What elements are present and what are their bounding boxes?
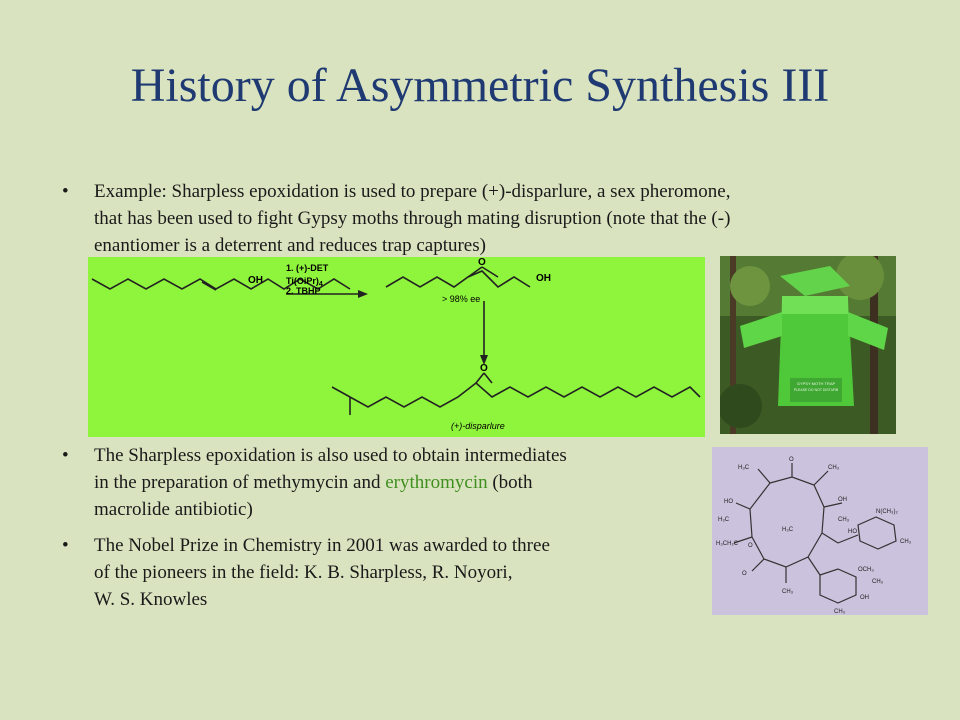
mol-label: CH₃	[828, 465, 840, 471]
bullet-line: of the pioneers in the field: K. B. Sharpless, R. Noyori,	[94, 562, 513, 583]
mol-label: H₃C	[738, 465, 750, 471]
bullet-methymycin	[62, 442, 704, 523]
bullet-line: The Nobel Prize in Chemistry in 2001 was awarded to three	[94, 535, 550, 556]
disparlure-chain	[350, 383, 700, 407]
erythromycin-link[interactable]: erythromycin	[385, 472, 488, 493]
reaction-scheme-drawing	[88, 257, 705, 437]
mol-label: CH₃	[834, 609, 846, 615]
bullet-line: macrolide antibiotic)	[94, 499, 253, 520]
mol-label: OH	[860, 595, 869, 601]
oh-label: OH	[248, 275, 263, 286]
bullet-text: (both	[487, 472, 533, 493]
mol-label: CH₃	[900, 539, 912, 545]
mol-label: H₃CH₂C	[716, 541, 739, 547]
trap-photo-drawing	[720, 256, 896, 434]
ee-label: > 98% ee	[442, 294, 481, 304]
mol-label: OCH₃	[858, 567, 874, 573]
bullet-text: in the preparation of methymycin and	[94, 472, 386, 493]
mol-label: N(CH₃)₂	[876, 509, 898, 515]
slide-title: History of Asymmetric Synthesis III	[130, 59, 830, 112]
bullet-marker: •	[62, 181, 69, 202]
mol-label: O	[789, 457, 794, 463]
desosamine-ring	[858, 517, 896, 549]
product-oh-label: OH	[536, 273, 551, 284]
bullet-sharpless-example	[62, 178, 914, 259]
bullet-marker: •	[62, 445, 69, 466]
macrolide-ring	[750, 477, 824, 567]
mol-label: HO	[724, 499, 733, 505]
cladinose-ring	[820, 569, 856, 603]
bullet-line: enantiomer is a deterrent and reduces trap captures)	[94, 235, 486, 256]
mol-label: OH	[838, 497, 847, 503]
gypsy-moth-trap-photo	[720, 256, 896, 434]
bullet-line: The Sharpless epoxidation is also used to obtain intermediates	[94, 445, 567, 466]
bullet-line	[94, 469, 704, 496]
bullet-line: W. S. Knowles	[94, 589, 208, 610]
mol-label: CH₃	[838, 517, 850, 523]
trap-text: GYPSY MOTH TRAP	[796, 381, 836, 386]
epoxy-alcohol-chain	[386, 271, 530, 287]
erythromycin-drawing	[712, 447, 928, 615]
mol-label: CH₃	[872, 579, 884, 585]
reagent-line-3: 2. TBHP	[286, 286, 321, 296]
bullet-line: Example: Sharpless epoxidation is used to prepare (+)-disparlure, a sex pheromone,	[94, 181, 731, 202]
disparlure-label: (+)-disparlure	[451, 421, 505, 431]
bullet-line: that has been used to fight Gypsy moths through mating disruption (note that the (-)	[94, 208, 731, 229]
erythromycin-structure	[712, 447, 928, 615]
trap-text: PLEASE DO NOT DISTURB	[793, 388, 839, 392]
mol-label: O	[748, 543, 753, 549]
epoxide-oxygen-label: O	[478, 257, 486, 268]
bullet-nobel-prize	[62, 532, 704, 613]
reagent-line-2: $Ti(OiPr)_4$	[286, 276, 323, 288]
mol-label: H₃C	[718, 517, 730, 523]
bullet-marker: •	[62, 535, 69, 556]
mol-label: HO	[848, 529, 857, 535]
mol-label: CH₃	[782, 589, 794, 595]
mol-label: O	[742, 571, 747, 577]
disparlure-oxygen-label: O	[480, 363, 488, 374]
reagent-line-1: 1. (+)-DET	[286, 263, 329, 273]
reaction-scheme	[88, 257, 705, 437]
mol-label: H₃C	[782, 527, 794, 533]
